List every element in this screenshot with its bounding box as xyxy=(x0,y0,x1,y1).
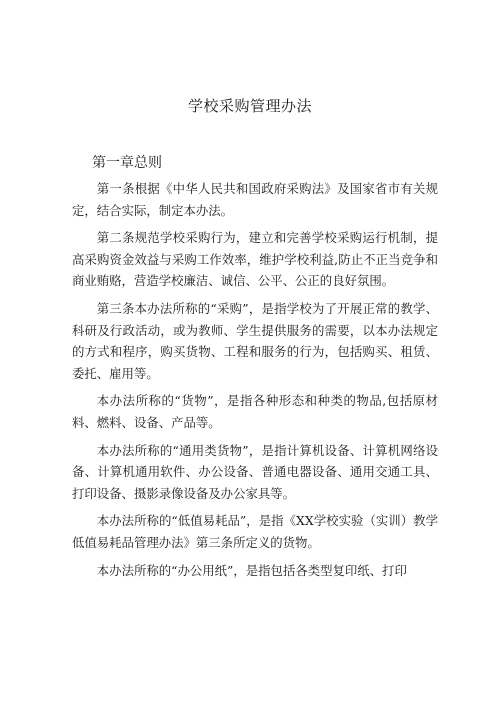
paragraph-article-3: 第三条本办法所称的“采购”，是指学校为了开展正常的教学、科研及行政活动，或为教师、学生提供服务的需要，以本办法规定的方式和程序，购买货物、工程和服务的行为，包括购买、租赁、委托、雇用等。 xyxy=(72,300,438,381)
document-body xyxy=(72,178,438,587)
paragraph-article-2: 第二条规范学校采购行为，建立和完善学校采购运行机制，提高采购资金效益与采购工作效率，维护学校利益,防止不正当竞争和商业贿赂，营造学校廉洁、诚信、公平、公正的良好氛围。 xyxy=(72,230,438,289)
paragraph-general-goods-definition: 本办法所称的“通用类货物”，是指计算机设备、计算机网络设备、计算机通用软件、办公设备、普通电器设备、通用交通工具、打印设备、摄影录像设备及办公家具等。 xyxy=(72,442,438,501)
chapter-heading: 第一章总则 xyxy=(92,155,162,171)
paragraph-office-paper-definition: 本办法所称的“办公用纸”，是指包括各类型复印纸、打印 xyxy=(96,562,407,578)
paragraph-goods-definition: 本办法所称的“货物”，是指各种形态和种类的物品,包括原材料、燃料、设备、产品等。 xyxy=(72,393,438,430)
paragraph-consumables-definition: 本办法所称的“低值易耗品”，是指《XX学校实验（实训）教学低值易耗品管理办法》第三条所定义的货物。 xyxy=(72,513,438,550)
document-title: 学校采购管理办法 xyxy=(187,97,312,115)
paragraph-article-1: 第一条根据《中华人民共和国政府采购法》及国家省市有关规定，结合实际，制定本办法。 xyxy=(72,181,438,218)
